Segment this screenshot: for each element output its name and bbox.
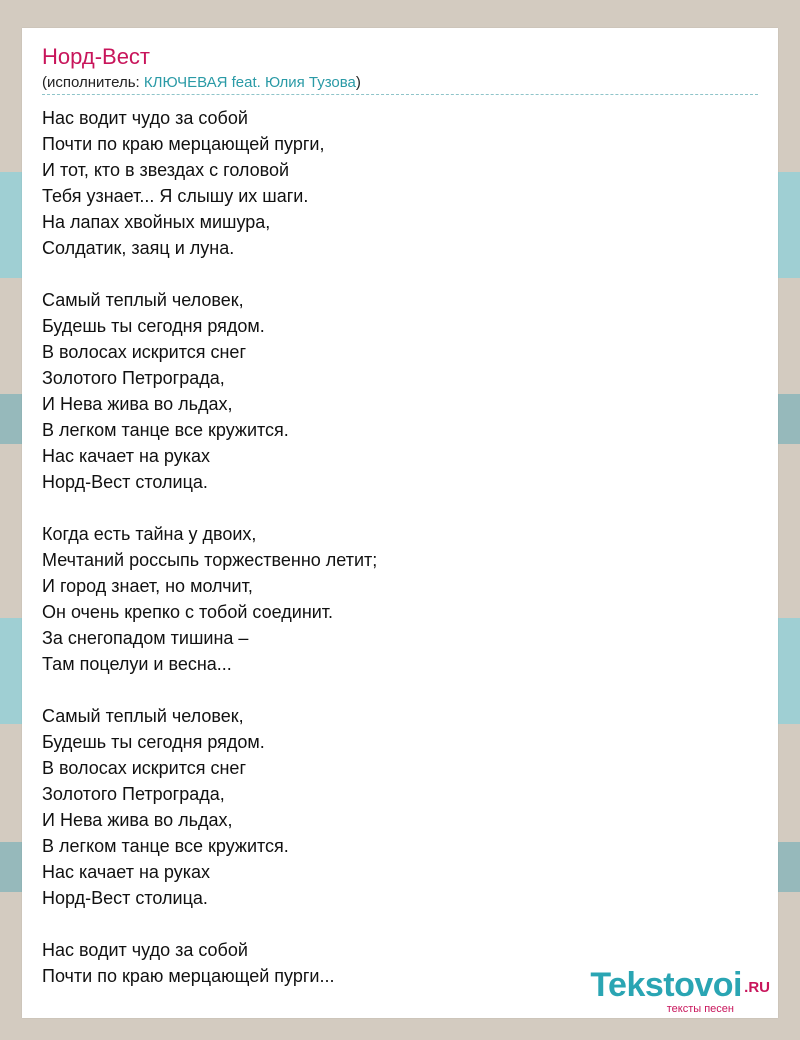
lyric-line: Нас водит чудо за собой bbox=[42, 940, 248, 960]
lyric-line: На лапах хвойных мишура, bbox=[42, 212, 271, 232]
logo-tagline: тексты песен bbox=[666, 1003, 734, 1015]
logo-domain: .RU bbox=[744, 979, 770, 996]
lyric-line: За снегопадом тишина – bbox=[42, 628, 249, 648]
song-title: Норд-Вест bbox=[42, 44, 151, 69]
lyric-line: Почти по краю мерцающей пурги, bbox=[42, 134, 325, 154]
lyric-line: Самый теплый человек, bbox=[42, 706, 244, 726]
lyric-line: Нас качает на руках bbox=[42, 446, 210, 466]
lyric-line: В легком танце все кружится. bbox=[42, 420, 289, 440]
stanza-gap bbox=[42, 261, 377, 287]
lyric-line: Нас водит чудо за собой bbox=[42, 108, 248, 128]
lyric-line: И Нева жива во льдах, bbox=[42, 394, 233, 414]
artist-link[interactable]: КЛЮЧЕВАЯ feat. Юлия Тузова bbox=[143, 74, 356, 91]
lyrics-card bbox=[22, 28, 778, 1018]
title-divider bbox=[42, 94, 758, 95]
song-meta bbox=[42, 74, 361, 92]
lyric-line: Будешь ты сегодня рядом. bbox=[42, 732, 265, 752]
lyric-line: Когда есть тайна у двоих, bbox=[42, 524, 257, 544]
meta-suffix: ) bbox=[355, 74, 361, 91]
lyric-line: Тебя узнает... Я слышу их шаги. bbox=[42, 186, 309, 206]
lyric-line: И город знает, но молчит, bbox=[42, 576, 253, 596]
lyric-line: Нас качает на руках bbox=[42, 862, 210, 882]
lyric-line: В волосах искрится снег bbox=[42, 342, 247, 362]
lyric-line: В легком танце все кружится. bbox=[42, 836, 289, 856]
lyric-line: Норд-Вест столица. bbox=[42, 472, 208, 492]
lyric-line: И Нева жива во льдах, bbox=[42, 810, 233, 830]
lyric-line: В волосах искрится снег bbox=[42, 758, 247, 778]
stanza-gap bbox=[42, 911, 377, 937]
lyric-line: Мечтаний россыпь торжественно летит; bbox=[42, 550, 378, 570]
meta-prefix: (исполнитель: bbox=[42, 74, 144, 91]
lyric-line: Норд-Вест столица. bbox=[42, 888, 208, 908]
lyric-line: Золотого Петрограда, bbox=[42, 368, 225, 388]
lyric-line: Солдатик, заяц и луна. bbox=[42, 238, 235, 258]
logo-wordmark: Tekstovoi bbox=[590, 966, 742, 1004]
site-logo[interactable] bbox=[550, 967, 770, 1017]
lyric-line: Будешь ты сегодня рядом. bbox=[42, 316, 265, 336]
lyrics-text bbox=[42, 105, 377, 989]
lyric-line: Почти по краю мерцающей пурги... bbox=[42, 966, 335, 986]
stanza-gap bbox=[42, 677, 377, 703]
lyric-line: Там поцелуи и весна... bbox=[42, 654, 232, 674]
lyric-line: Самый теплый человек, bbox=[42, 290, 244, 310]
lyric-line: Он очень крепко с тобой соединит. bbox=[42, 602, 334, 622]
lyric-line: И тот, кто в звездах с головой bbox=[42, 160, 290, 180]
stanza-gap bbox=[42, 495, 377, 521]
lyric-line: Золотого Петрограда, bbox=[42, 784, 225, 804]
